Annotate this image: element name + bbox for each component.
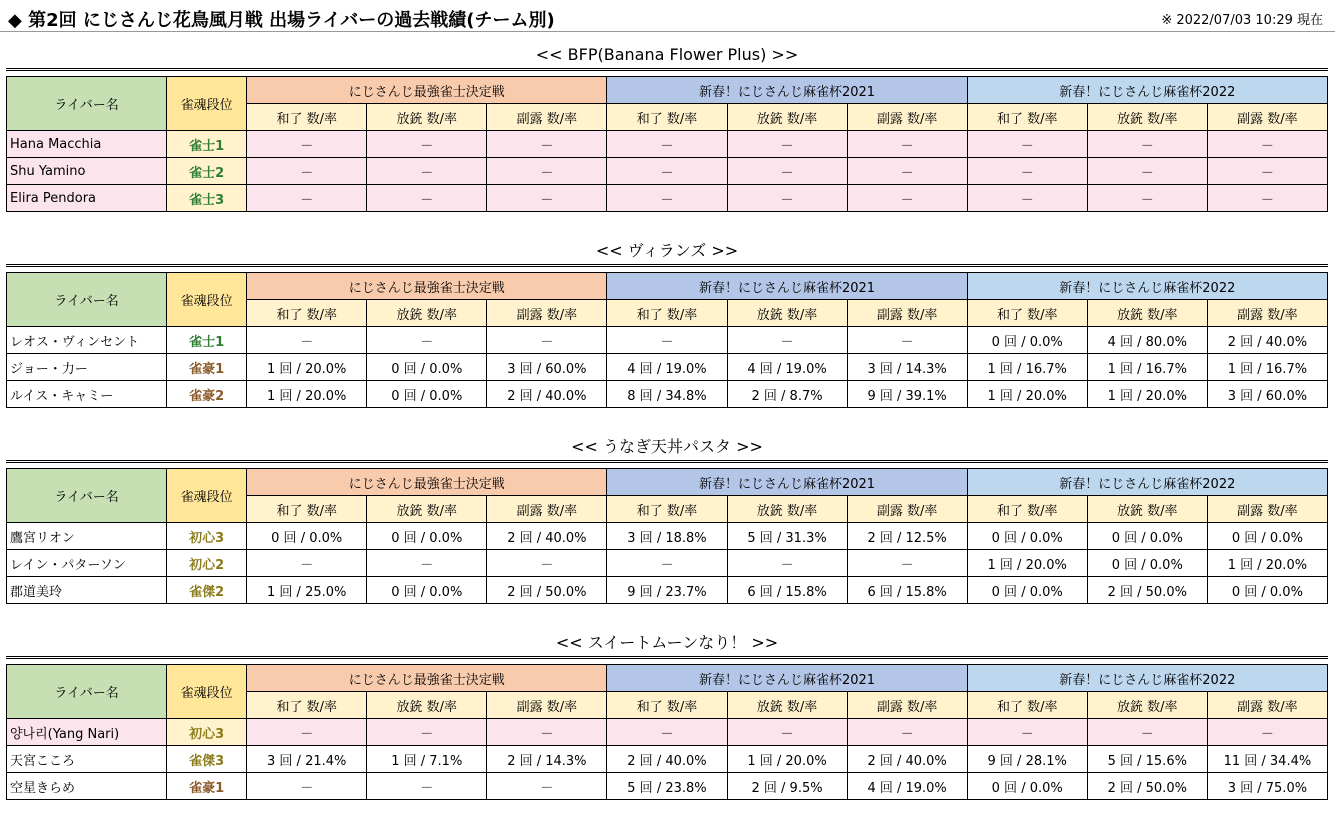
header-tournament: にじさんじ最強雀士決定戦 <box>247 273 607 300</box>
stat-cell: 1 回 / 20.0% <box>1087 381 1207 408</box>
stat-cell: － <box>967 158 1087 185</box>
header-row <box>7 273 1328 300</box>
header-stat: 和了 数/率 <box>607 692 727 719</box>
stat-cell: 3 回 / 14.3% <box>847 354 967 381</box>
header-tournament: 新春！にじさんじ麻雀杯2022 <box>967 273 1327 300</box>
header-stat: 放銃 数/率 <box>1087 300 1207 327</box>
stat-cell: 0 回 / 0.0% <box>367 354 487 381</box>
team-section <box>6 241 1328 408</box>
liver-name: 鷹宮リオン <box>7 523 167 550</box>
stats-table <box>6 272 1328 408</box>
header-stat: 和了 数/率 <box>247 496 367 523</box>
header-row <box>7 469 1328 496</box>
stat-cell: 0 回 / 0.0% <box>247 523 367 550</box>
stat-cell: 2 回 / 12.5% <box>847 523 967 550</box>
stats-table <box>6 664 1328 800</box>
table-row <box>7 577 1328 604</box>
table-row <box>7 773 1328 800</box>
stat-cell: 9 回 / 28.1% <box>967 746 1087 773</box>
stat-cell: － <box>1207 185 1327 212</box>
header-rank: 雀魂段位 <box>167 469 247 523</box>
stat-cell: － <box>607 327 727 354</box>
team-title: << ヴィランズ >> <box>595 241 739 260</box>
team-divider <box>6 264 1328 267</box>
header-stat: 和了 数/率 <box>607 300 727 327</box>
header-rank: 雀魂段位 <box>167 273 247 327</box>
header-stat: 放銃 数/率 <box>1087 692 1207 719</box>
stat-cell: 1 回 / 20.0% <box>247 381 367 408</box>
rank-badge: 初心3 <box>167 523 247 550</box>
header-stat: 放銃 数/率 <box>367 104 487 131</box>
header-stat: 放銃 数/率 <box>367 496 487 523</box>
stat-cell: 1 回 / 20.0% <box>967 381 1087 408</box>
table-row <box>7 550 1328 577</box>
liver-name: 天宮こころ <box>7 746 167 773</box>
stat-cell: － <box>367 773 487 800</box>
rank-badge: 雀傑3 <box>167 746 247 773</box>
team-section <box>6 45 1328 212</box>
stat-cell: － <box>727 185 847 212</box>
header-tournament: にじさんじ最強雀士決定戦 <box>247 469 607 496</box>
header-liver-name: ライバー名 <box>7 77 167 131</box>
stat-cell: － <box>607 719 727 746</box>
header-stat: 副露 数/率 <box>487 496 607 523</box>
header-tournament: 新春！にじさんじ麻雀杯2021 <box>607 665 967 692</box>
liver-name: レオス・ヴィンセント <box>7 327 167 354</box>
stat-cell: － <box>727 327 847 354</box>
team-divider <box>6 460 1328 463</box>
header-stat: 放銃 数/率 <box>727 496 847 523</box>
stat-cell: － <box>727 158 847 185</box>
rank-badge: 雀豪1 <box>167 773 247 800</box>
stat-cell: － <box>607 131 727 158</box>
header-rank: 雀魂段位 <box>167 77 247 131</box>
header-stat: 和了 数/率 <box>967 104 1087 131</box>
stat-cell: － <box>487 158 607 185</box>
stat-cell: 2 回 / 50.0% <box>487 577 607 604</box>
timestamp: ※ 2022/07/03 10:29 現在 <box>1161 13 1323 28</box>
header-tournament: 新春！にじさんじ麻雀杯2022 <box>967 665 1327 692</box>
header-tournament: 新春！にじさんじ麻雀杯2022 <box>967 77 1327 104</box>
header-stat: 副露 数/率 <box>487 104 607 131</box>
header-row <box>7 77 1328 104</box>
header-stat: 副露 数/率 <box>847 496 967 523</box>
stat-cell: － <box>847 550 967 577</box>
page-title: ◆ 第2回 にじさんじ花鳥風月戦 出場ライバーの過去戦績(チーム別) <box>8 10 555 31</box>
stat-cell: 1 回 / 20.0% <box>247 354 367 381</box>
stat-cell: 2 回 / 50.0% <box>1087 773 1207 800</box>
stat-cell: 0 回 / 0.0% <box>1087 550 1207 577</box>
rank-badge: 雀士1 <box>167 131 247 158</box>
stat-cell: － <box>727 131 847 158</box>
stat-cell: 4 回 / 19.0% <box>847 773 967 800</box>
header-liver-name: ライバー名 <box>7 665 167 719</box>
stat-cell: － <box>367 131 487 158</box>
rank-badge: 雀豪2 <box>167 381 247 408</box>
stat-cell: － <box>847 131 967 158</box>
liver-name: 空星きらめ <box>7 773 167 800</box>
stat-cell: － <box>1087 719 1207 746</box>
header-stat: 放銃 数/率 <box>727 104 847 131</box>
rank-badge: 雀士1 <box>167 327 247 354</box>
stat-cell: 3 回 / 18.8% <box>607 523 727 550</box>
stat-cell: － <box>367 327 487 354</box>
header-stat: 和了 数/率 <box>247 692 367 719</box>
stat-cell: 1 回 / 16.7% <box>1087 354 1207 381</box>
stats-table <box>6 76 1328 212</box>
rank-badge: 雀傑2 <box>167 577 247 604</box>
header-stat: 副露 数/率 <box>847 300 967 327</box>
header-row <box>7 665 1328 692</box>
stat-cell: 3 回 / 60.0% <box>487 354 607 381</box>
stat-cell: 0 回 / 0.0% <box>967 773 1087 800</box>
stat-cell: － <box>367 158 487 185</box>
header-stat: 和了 数/率 <box>967 300 1087 327</box>
table-row <box>7 185 1328 212</box>
rank-badge: 初心3 <box>167 719 247 746</box>
liver-name: ルイス・キャミー <box>7 381 167 408</box>
team-title: << BFP(Banana Flower Plus) >> <box>535 45 799 64</box>
stat-cell: － <box>1207 158 1327 185</box>
stat-cell: 0 回 / 0.0% <box>1207 523 1327 550</box>
stat-cell: － <box>367 719 487 746</box>
header-stat: 和了 数/率 <box>967 496 1087 523</box>
header-stat: 和了 数/率 <box>607 104 727 131</box>
table-row <box>7 354 1328 381</box>
stat-cell: 2 回 / 40.0% <box>847 746 967 773</box>
header-liver-name: ライバー名 <box>7 469 167 523</box>
header-stat: 放銃 数/率 <box>367 692 487 719</box>
stat-cell: 1 回 / 16.7% <box>967 354 1087 381</box>
table-row <box>7 131 1328 158</box>
table-row <box>7 719 1328 746</box>
stat-cell: － <box>367 185 487 212</box>
stat-cell: 2 回 / 50.0% <box>1087 577 1207 604</box>
header-stat: 副露 数/率 <box>1207 692 1327 719</box>
stat-cell: 5 回 / 15.6% <box>1087 746 1207 773</box>
stat-cell: 0 回 / 0.0% <box>1087 523 1207 550</box>
rank-badge: 雀士2 <box>167 158 247 185</box>
header-stat: 副露 数/率 <box>847 692 967 719</box>
stat-cell: 5 回 / 23.8% <box>607 773 727 800</box>
stat-cell: 1 回 / 7.1% <box>367 746 487 773</box>
stat-cell: 3 回 / 75.0% <box>1207 773 1327 800</box>
stat-cell: 1 回 / 25.0% <box>247 577 367 604</box>
stat-cell: － <box>967 185 1087 212</box>
header-stat: 放銃 数/率 <box>1087 104 1207 131</box>
stat-cell: － <box>487 131 607 158</box>
liver-name: 郡道美玲 <box>7 577 167 604</box>
table-row <box>7 523 1328 550</box>
stat-cell: － <box>247 185 367 212</box>
header-stat: 副露 数/率 <box>487 692 607 719</box>
table-row <box>7 158 1328 185</box>
stat-cell: － <box>247 158 367 185</box>
header-liver-name: ライバー名 <box>7 273 167 327</box>
team-divider <box>6 68 1328 71</box>
stat-cell: 3 回 / 21.4% <box>247 746 367 773</box>
stat-cell: 0 回 / 0.0% <box>967 523 1087 550</box>
stat-cell: － <box>1087 131 1207 158</box>
stat-cell: － <box>967 131 1087 158</box>
stat-cell: 6 回 / 15.8% <box>727 577 847 604</box>
stat-cell: － <box>247 327 367 354</box>
stat-cell: 4 回 / 19.0% <box>727 354 847 381</box>
header-stat: 放銃 数/率 <box>727 300 847 327</box>
header-stat: 放銃 数/率 <box>367 300 487 327</box>
liver-name: Hana Macchia <box>7 131 167 158</box>
stat-cell: 2 回 / 40.0% <box>487 381 607 408</box>
header-tournament: 新春！にじさんじ麻雀杯2021 <box>607 469 967 496</box>
table-row <box>7 381 1328 408</box>
stat-cell: 4 回 / 80.0% <box>1087 327 1207 354</box>
team-divider <box>6 656 1328 659</box>
header-stat: 副露 数/率 <box>1207 300 1327 327</box>
stat-cell: 6 回 / 15.8% <box>847 577 967 604</box>
stat-cell: 0 回 / 0.0% <box>367 577 487 604</box>
title-divider <box>0 31 1335 32</box>
stat-cell: 1 回 / 20.0% <box>1207 550 1327 577</box>
header-stat: 放銃 数/率 <box>727 692 847 719</box>
stat-cell: － <box>1087 185 1207 212</box>
header-stat: 和了 数/率 <box>247 300 367 327</box>
stat-cell: － <box>727 550 847 577</box>
stat-cell: 9 回 / 23.7% <box>607 577 727 604</box>
header-stat: 和了 数/率 <box>247 104 367 131</box>
team-title: << うなぎ天丼パスタ >> <box>571 437 763 456</box>
stat-cell: － <box>247 773 367 800</box>
stat-cell: 0 回 / 0.0% <box>367 381 487 408</box>
header-stat: 副露 数/率 <box>847 104 967 131</box>
stat-cell: － <box>847 185 967 212</box>
header-tournament: 新春！にじさんじ麻雀杯2021 <box>607 77 967 104</box>
stat-cell: 2 回 / 40.0% <box>487 523 607 550</box>
stat-cell: 0 回 / 0.0% <box>967 577 1087 604</box>
stat-cell: 1 回 / 20.0% <box>967 550 1087 577</box>
stat-cell: － <box>247 131 367 158</box>
stat-cell: 3 回 / 60.0% <box>1207 381 1327 408</box>
header-stat: 副露 数/率 <box>1207 496 1327 523</box>
stat-cell: － <box>607 185 727 212</box>
liver-name: Shu Yamino <box>7 158 167 185</box>
stat-cell: 0 回 / 0.0% <box>967 327 1087 354</box>
header-stat: 和了 数/率 <box>607 496 727 523</box>
header-tournament: にじさんじ最強雀士決定戦 <box>247 77 607 104</box>
stat-cell: 0 回 / 0.0% <box>367 523 487 550</box>
team-section <box>6 633 1328 800</box>
stat-cell: － <box>1207 131 1327 158</box>
liver-name: ジョー・力ー <box>7 354 167 381</box>
stat-cell: － <box>1087 158 1207 185</box>
header-stat: 放銃 数/率 <box>1087 496 1207 523</box>
stat-cell: 1 回 / 20.0% <box>727 746 847 773</box>
header-stat: 副露 数/率 <box>1207 104 1327 131</box>
stat-cell: － <box>967 719 1087 746</box>
stat-cell: － <box>847 719 967 746</box>
liver-name: 양나리(Yang Nari) <box>7 719 167 746</box>
stat-cell: 1 回 / 16.7% <box>1207 354 1327 381</box>
stat-cell: － <box>487 773 607 800</box>
stat-cell: － <box>607 550 727 577</box>
stat-cell: － <box>487 185 607 212</box>
team-section <box>6 437 1328 604</box>
stat-cell: － <box>247 719 367 746</box>
stat-cell: 2 回 / 40.0% <box>1207 327 1327 354</box>
rank-badge: 雀豪1 <box>167 354 247 381</box>
stat-cell: 5 回 / 31.3% <box>727 523 847 550</box>
table-row <box>7 746 1328 773</box>
stat-cell: － <box>1207 719 1327 746</box>
stats-table <box>6 468 1328 604</box>
stat-cell: 2 回 / 40.0% <box>607 746 727 773</box>
rank-badge: 初心2 <box>167 550 247 577</box>
stat-cell: － <box>487 719 607 746</box>
stat-cell: 2 回 / 9.5% <box>727 773 847 800</box>
stat-cell: － <box>247 550 367 577</box>
stat-cell: － <box>847 327 967 354</box>
header-tournament: 新春！にじさんじ麻雀杯2022 <box>967 469 1327 496</box>
table-row <box>7 327 1328 354</box>
stat-cell: － <box>487 327 607 354</box>
header-stat: 副露 数/率 <box>487 300 607 327</box>
header-tournament: 新春！にじさんじ麻雀杯2021 <box>607 273 967 300</box>
stat-cell: － <box>727 719 847 746</box>
stat-cell: 4 回 / 19.0% <box>607 354 727 381</box>
stat-cell: 11 回 / 34.4% <box>1207 746 1327 773</box>
stat-cell: 2 回 / 8.7% <box>727 381 847 408</box>
rank-badge: 雀士3 <box>167 185 247 212</box>
stat-cell: － <box>607 158 727 185</box>
stat-cell: － <box>487 550 607 577</box>
stat-cell: － <box>367 550 487 577</box>
stat-cell: － <box>847 158 967 185</box>
stat-cell: 0 回 / 0.0% <box>1207 577 1327 604</box>
liver-name: レイン・パターソン <box>7 550 167 577</box>
header-tournament: にじさんじ最強雀士決定戦 <box>247 665 607 692</box>
team-title: << スイートムーンなり！ >> <box>555 633 779 652</box>
liver-name: Elira Pendora <box>7 185 167 212</box>
stat-cell: 8 回 / 34.8% <box>607 381 727 408</box>
stat-cell: 2 回 / 14.3% <box>487 746 607 773</box>
header-stat: 和了 数/率 <box>967 692 1087 719</box>
stat-cell: 9 回 / 39.1% <box>847 381 967 408</box>
header-rank: 雀魂段位 <box>167 665 247 719</box>
